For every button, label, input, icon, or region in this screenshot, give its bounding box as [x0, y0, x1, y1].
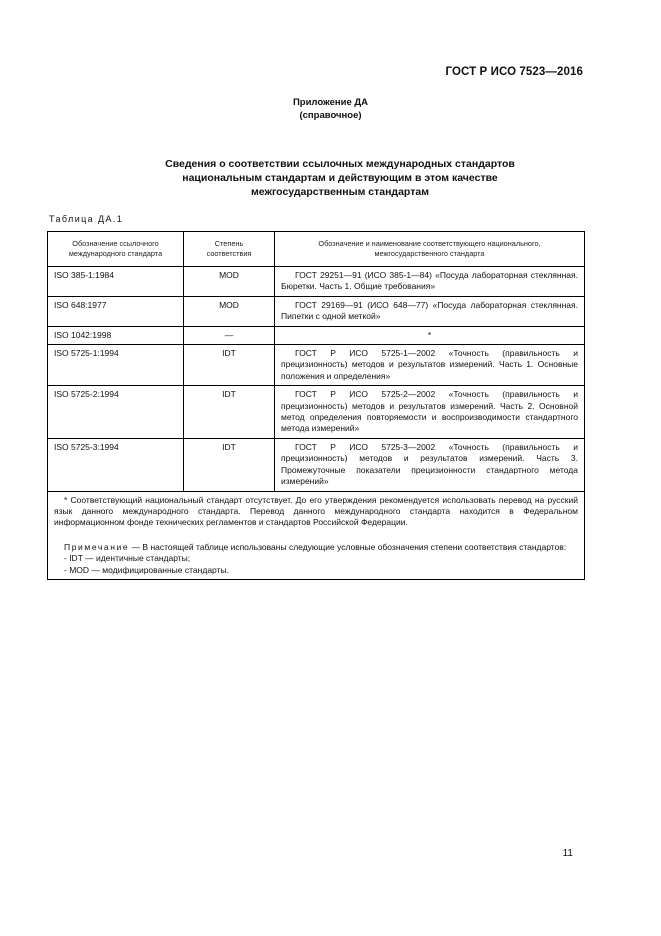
national-standard-cell: *: [275, 326, 585, 344]
page-title: [90, 157, 590, 199]
degree-cell: IDT: [184, 438, 275, 491]
footnote: * Соответствующий национальный стандарт отсутствует. До его утверждения рекомендуется использовать перевод на русский язык данного международного стандарта. Перевод данного международного стандарта находится в Федеральном информационном фонде технических регламентов и стандартов Российской Федерации.: [54, 494, 578, 528]
note-label: Примечание: [64, 541, 130, 552]
note-item: - MOD — модифицированные стандарты.: [64, 564, 229, 575]
degree-cell: IDT: [184, 386, 275, 439]
appendix-subtitle: (справочное): [299, 110, 362, 121]
reference-standard-cell: ISO 5725-3:1994: [48, 438, 184, 491]
degree-cell: MOD: [184, 296, 275, 326]
header-reference-standard: Обозначение ссылочного международного стандарта: [48, 232, 184, 267]
appendix-title: Приложение ДА: [292, 97, 369, 108]
table-row: [48, 345, 585, 386]
reference-standard-cell: ISO 385-1:1984: [48, 267, 184, 297]
table-row: [48, 438, 585, 491]
note-text: — В настоящей таблице использованы следующие условные обозначения степени соответствия стандартов:: [129, 541, 567, 552]
table-row: [48, 296, 585, 326]
header-national-standard: Обозначение и наименование соответствующего национального, межгосударственного стандарта: [275, 232, 585, 267]
document-code: ГОСТ Р ИСО 7523—2016: [445, 66, 583, 78]
page-number: 11: [562, 848, 573, 859]
table-footer-row: [48, 491, 585, 579]
degree-cell: MOD: [184, 267, 275, 297]
table-row: [48, 386, 585, 439]
degree-cell: —: [184, 326, 275, 344]
national-standard-cell: ГОСТ 29251—91 (ИСО 385-1—84) «Посуда лабораторная стеклянная. Бюретки. Часть 1. Общие требования»: [275, 267, 585, 297]
title-line: межгосударственным стандартам: [251, 186, 429, 198]
header-degree: Степень соответствия: [184, 232, 275, 267]
table-row: [48, 267, 585, 297]
degree-cell: IDT: [184, 345, 275, 386]
table-row: [48, 326, 585, 344]
title-line: национальным стандартам и действующим в этом качестве: [182, 172, 498, 184]
national-standard-cell: ГОСТ Р ИСО 5725-2—2002 «Точность (правильность и прецизионность) методов и результатов измерений. Часть 2. Основной метод определения повторяемости и воспроизводимости стандартного метода измерений»: [275, 386, 585, 439]
title-line: Сведения о соответствии ссылочных международных стандартов: [165, 158, 515, 170]
reference-standard-cell: ISO 648:1977: [48, 296, 184, 326]
national-standard-cell: ГОСТ 29169—91 (ИСО 648—77) «Посуда лабораторная стеклянная. Пипетки с одной меткой»: [275, 296, 585, 326]
table-header-row: [48, 232, 585, 267]
note: [54, 542, 578, 553]
note-item: - IDT — идентичные стандарты;: [64, 553, 191, 564]
table-label: Таблица ДА.1: [49, 214, 124, 224]
reference-standard-cell: ISO 5725-1:1994: [48, 345, 184, 386]
national-standard-cell: ГОСТ Р ИСО 5725-1—2002 «Точность (правильность и прецизионность) методов и результатов измерений. Часть 1. Основные положения и определения»: [275, 345, 585, 386]
national-standard-cell: ГОСТ Р ИСО 5725-3—2002 «Точность (правильность и прецизионность) методов и результатов измерений. Часть 3. Промежуточные показатели прецизионности стандартного метода измерений»: [275, 438, 585, 491]
appendix-heading: [0, 96, 661, 122]
table-footer: [48, 491, 585, 579]
reference-standard-cell: ISO 1042:1998: [48, 326, 184, 344]
correspondence-table: [47, 231, 585, 580]
reference-standard-cell: ISO 5725-2:1994: [48, 386, 184, 439]
